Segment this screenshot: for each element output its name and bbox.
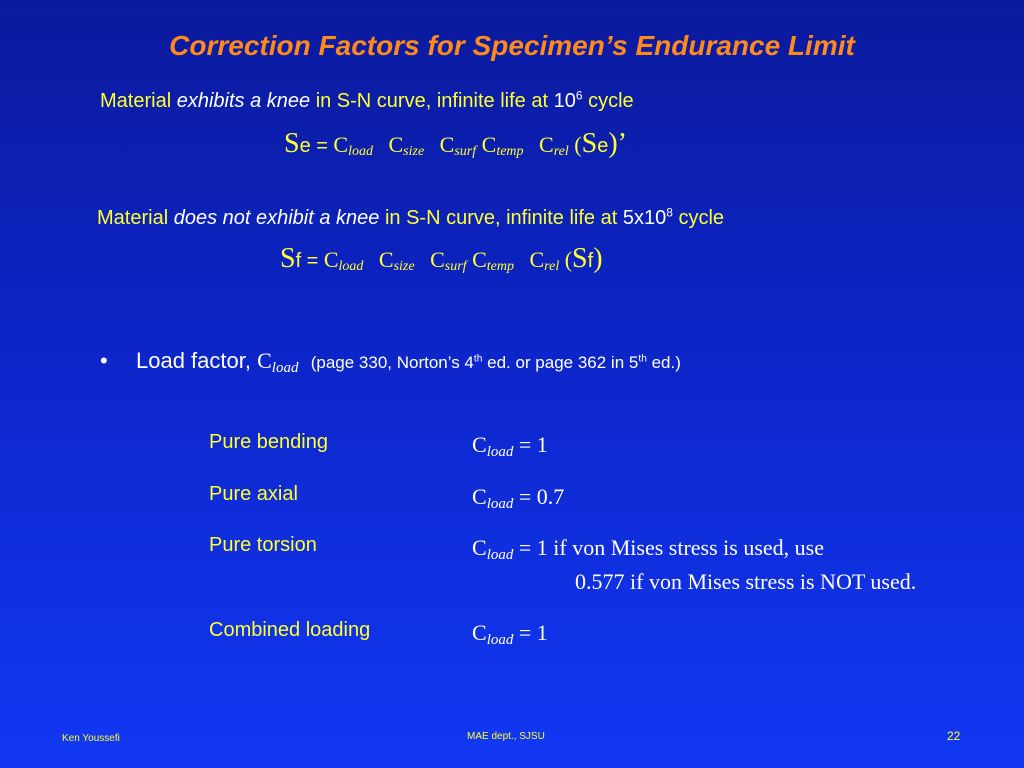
eq2-factor-surf: $C_{surf}$ <box>430 247 467 274</box>
footer-dept: MAE dept., SJSU <box>467 731 545 742</box>
knee-rest: in S-N curve, infinite life at <box>315 90 549 112</box>
cycle-unit: cycle <box>678 207 725 229</box>
bullet-reference: (page 330, Norton’s 4th ed. or page 362 in 5th ed.) <box>310 353 681 372</box>
no-knee-rest: in S-N curve, infinite life at <box>384 207 618 229</box>
cycle-base: 10 <box>553 90 576 112</box>
row-label-pure-bending: Pure bending <box>209 431 328 453</box>
eq2-inner-sub: f <box>587 250 594 272</box>
row-label-combined-loading: Combined loading <box>209 619 371 641</box>
bullet-marker: • <box>100 348 108 373</box>
row-label-pure-torsion: Pure torsion <box>209 534 317 556</box>
row-value-pure-axial: $C_{load} = 0.7$ <box>472 484 565 512</box>
footer-author: Ken Youssefi <box>62 733 120 744</box>
eq1-factor-rel: $C_{rel}$ <box>539 132 569 159</box>
eq2-lhs: S <box>280 243 296 274</box>
cycle-count <box>623 207 673 229</box>
cycle-base: 5x10 <box>622 207 667 229</box>
eq2-factor-rel: $C_{rel}$ <box>529 247 560 274</box>
cycle-exponent: 8 <box>666 205 673 220</box>
eq2-factor-load: $C_{load}$ <box>323 247 364 274</box>
eq1-factor-size: $C_{size}$ <box>388 132 425 159</box>
material-word: Material <box>100 90 172 112</box>
endurance-equation-se <box>284 128 627 160</box>
eq2-factor-size: $C_{size}$ <box>378 247 415 274</box>
page-number: 22 <box>947 729 961 743</box>
eq1-lhs-sub: e <box>299 135 311 157</box>
eq2-open-paren: ( <box>564 247 573 272</box>
row-value-pure-torsion-cont: 0.577 if von Mises stress is NOT used. <box>575 569 917 594</box>
eq1-inner-sub: e <box>597 135 609 157</box>
knee-statement <box>100 90 634 113</box>
cycle-exponent: 6 <box>575 88 583 103</box>
endurance-equation-sf <box>280 243 603 275</box>
knee-phrase: exhibits a knee <box>176 90 311 112</box>
eq1-lhs: S <box>284 128 300 159</box>
load-factor-bullet <box>100 348 681 377</box>
bullet-sub: load <box>271 360 299 376</box>
row-value-pure-bending: $C_{load} = 1$ <box>472 432 548 460</box>
bullet-c: C <box>257 348 272 373</box>
eq1-equals: = <box>316 135 328 157</box>
eq1-close: )’ <box>608 128 627 159</box>
cycle-unit: cycle <box>588 90 634 112</box>
no-knee-phrase: does not exhibit a knee <box>173 207 380 229</box>
eq2-close: ) <box>593 243 603 274</box>
row-value-combined-loading: $C_{load} = 1$ <box>472 620 548 648</box>
row-value-pure-torsion: $C_{load} = 1$ if von Mises stress is used, use <box>472 535 824 563</box>
eq2-lhs-sub: f <box>295 250 302 272</box>
eq1-factor-load: $C_{load}$ <box>333 132 373 159</box>
eq1-open-paren: ( <box>574 132 582 157</box>
eq1-inner: S <box>581 128 598 159</box>
no-knee-statement <box>97 207 724 230</box>
eq2-equals: = <box>306 250 319 272</box>
row-label-pure-axial: Pure axial <box>209 483 298 505</box>
eq2-factor-temp: $C_{temp}$ <box>472 247 514 274</box>
bullet-label: Load factor, <box>136 348 251 373</box>
cycle-count <box>554 90 583 112</box>
eq2-inner: S <box>572 243 588 274</box>
eq1-factor-temp: $C_{temp}$ <box>481 132 524 159</box>
material-word: Material <box>97 207 169 229</box>
eq1-factor-surf: $C_{surf}$ <box>439 132 477 159</box>
slide-title: Correction Factors for Specimen’s Endurance Limit <box>169 30 855 61</box>
